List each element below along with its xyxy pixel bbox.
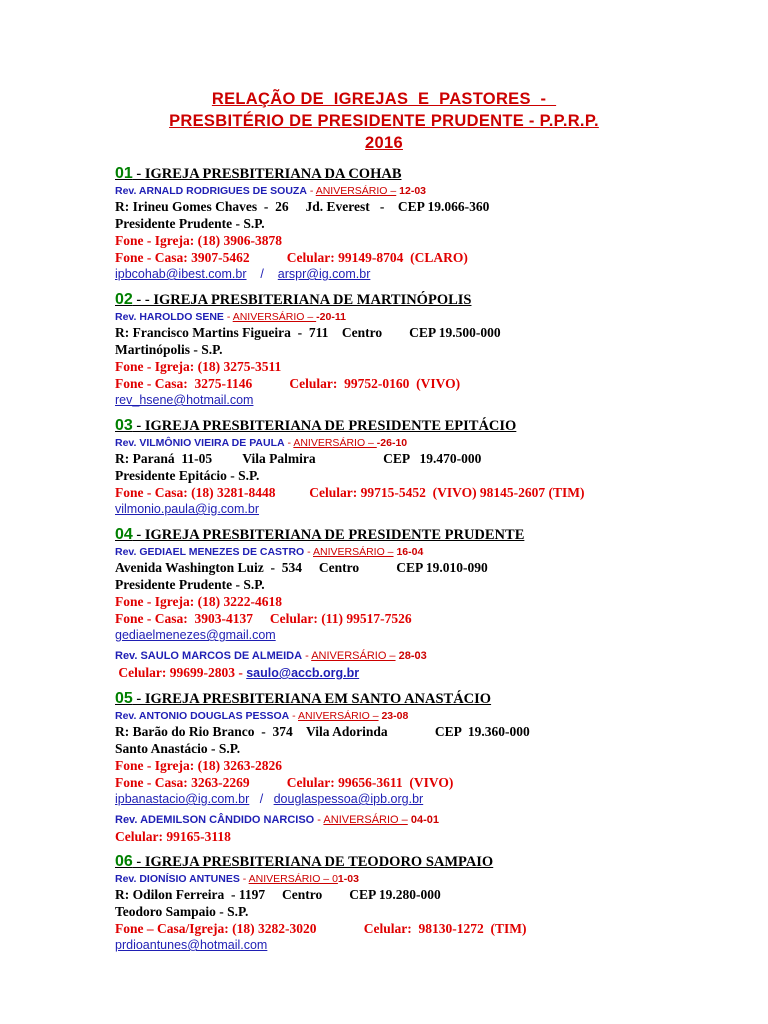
phone-mobile: Celular: 99165-3118 (115, 829, 231, 844)
pastor-name: Rev. HAROLDO SENE (115, 311, 224, 323)
email-link[interactable]: ipbcohab@ibest.com.br (115, 267, 247, 281)
city: Teodoro Sampaio - S.P. (115, 904, 249, 919)
birthday-date: 28-03 (395, 650, 427, 662)
pastor-name: Rev. VILMÔNIO VIEIRA DE PAULA (115, 437, 285, 449)
church-name: - IGREJA PRESBITERIANA DE PRESIDENTE PRUDENTE (132, 527, 525, 543)
pastor-name: Rev. DIONÍSIO ANTUNES (115, 873, 240, 885)
birthday-date: 16-04 (393, 546, 424, 558)
church-number: 03 (115, 417, 133, 434)
email-line (115, 501, 755, 518)
pastor-line: Rev. VILMÔNIO VIEIRA DE PAULA - ANIVERSÁRIO – -26-10 (115, 437, 408, 449)
phone-mobile: Celular: 99699-2803 - saulo@accb.org.br (115, 665, 360, 680)
church-name: - IGREJA PRESBITERIANA EM SANTO ANASTÁCIO (132, 691, 492, 707)
birthday-date: 1-03 (337, 873, 359, 885)
city: Martinópolis - S.P. (115, 342, 223, 357)
address: R: Paraná 11-05 Vila Palmira CEP 19.470-000 (115, 451, 482, 466)
page-title (0, 88, 768, 154)
birthday-date: -26-10 (376, 437, 408, 449)
pastor-name: Rev. GEDIAEL MENEZES DE CASTRO (115, 546, 305, 558)
email-line: ipbanastacio@ig.com.br / douglaspessoa@ipb.org.br (115, 792, 424, 806)
pastor-line: Rev. ARNALD RODRIGUES DE SOUZA - ANIVERSÁRIO – 12-03 (115, 185, 427, 197)
phone-church: Fone - Igreja: (18) 3906-3878 (115, 233, 282, 248)
address: R: Irineu Gomes Chaves - 26 Jd. Everest - CEP 19.066-360 (115, 199, 490, 214)
pastor-line: Rev. DIONÍSIO ANTUNES - ANIVERSÁRIO – 01-03 (115, 873, 359, 885)
birthday-label: ANIVERSÁRIO – (298, 710, 379, 722)
city: Presidente Prudente - S.P. (115, 577, 265, 592)
phone-church: Fone - Igreja: (18) 3263-2826 (115, 758, 282, 773)
birthday-date: 04-01 (407, 814, 439, 826)
church-number: 06 (115, 853, 133, 870)
phone-home: Fone - Casa: (18) 3281-8448 Celular: 99715-5452 (VIVO) 98145-2607 (TIM) (115, 485, 585, 500)
pastor-name: Rev. SAULO MARCOS DE ALMEIDA (115, 650, 303, 662)
birthday-label: ANIVERSÁRIO – (293, 437, 377, 449)
church-heading (115, 164, 755, 184)
birthday-label: ANIVERSÁRIO – (323, 814, 408, 826)
pastor-name: Rev. ARNALD RODRIGUES DE SOUZA (115, 185, 307, 197)
birthday-date: 23-08 (378, 710, 409, 722)
church-number: 04 (115, 526, 133, 543)
church-entry (115, 290, 755, 409)
pastor-name: Rev. ANTONIO DOUGLAS PESSOA (115, 710, 290, 722)
church-number: 05 (115, 690, 133, 707)
church-number: 01 (115, 165, 133, 182)
church-list (115, 164, 755, 961)
email-line: ipbcohab@ibest.com.br / arspr@ig.com.br (115, 267, 371, 281)
phone-home: Fone - Casa: 3263-2269 Celular: 99656-3611 (VIVO) (115, 775, 454, 790)
church-name: - IGREJA PRESBITERIANA DE TEODORO SAMPAIO (132, 854, 494, 870)
title-line-1: RELAÇÃO DE IGREJAS E PASTORES - (211, 90, 557, 108)
pastor-line: Rev. HAROLDO SENE - ANIVERSÁRIO – -20-11 (115, 311, 346, 323)
birthday-date: -20-11 (316, 311, 346, 323)
church-heading (115, 852, 755, 872)
church-number: 02 (115, 291, 133, 308)
address: R: Odilon Ferreira - 1197 Centro CEP 19.280-000 (115, 887, 441, 902)
pastor-line: Rev. ANTONIO DOUGLAS PESSOA - ANIVERSÁRIO – 23-08 (115, 710, 409, 722)
church-heading (115, 416, 755, 436)
church-heading (115, 290, 755, 310)
church-name: - IGREJA PRESBITERIANA DA COHAB (132, 166, 402, 182)
email-link[interactable]: prdioantunes@hotmail.com (115, 938, 268, 952)
pastor-line: Rev. SAULO MARCOS DE ALMEIDA - ANIVERSÁRIO – 28-03 (115, 650, 427, 662)
email-line (115, 392, 755, 409)
church-heading (115, 525, 755, 545)
church-heading (115, 689, 755, 709)
email-link[interactable]: arspr@ig.com.br (277, 267, 371, 281)
birthday-label: ANIVERSÁRIO – (232, 311, 317, 323)
phone-home: Fone - Casa: 3275-1146 Celular: 99752-0160 (VIVO) (115, 376, 461, 391)
birthday-date: 12-03 (396, 185, 427, 197)
email-link[interactable]: ipbanastacio@ig.com.br (115, 792, 250, 806)
email-line (115, 937, 755, 954)
birthday-label: ANIVERSÁRIO – (313, 546, 394, 558)
title-year: 2016 (365, 134, 403, 152)
address: R: Barão do Rio Branco - 374 Vila Adorinda CEP 19.360-000 (115, 724, 530, 739)
address: R: Francisco Martins Figueira - 711 Centro CEP 19.500-000 (115, 325, 501, 340)
church-entry (115, 416, 755, 518)
birthday-label: ANIVERSÁRIO – 0 (248, 873, 338, 885)
church-name: - IGREJA PRESBITERIANA DE PRESIDENTE EPITÁCIO (132, 418, 517, 434)
birthday-label: ANIVERSÁRIO – (315, 185, 397, 197)
title-line-2: PRESBITÉRIO DE PRESIDENTE PRUDENTE - P.P.R.P. (169, 112, 599, 130)
city: Presidente Epitácio - S.P. (115, 468, 260, 483)
church-entry (115, 852, 755, 954)
pastor-line: Rev. ADEMILSON CÂNDIDO NARCISO - ANIVERSÁRIO – 04-01 (115, 814, 439, 826)
phone-home: Fone - Casa: 3903-4137 Celular: (11) 99517-7526 (115, 611, 412, 626)
city: Presidente Prudente - S.P. (115, 216, 265, 231)
pastor-name: Rev. ADEMILSON CÂNDIDO NARCISO (115, 814, 315, 826)
phone-home: Fone – Casa/Igreja: (18) 3282-3020 Celular: 98130-1272 (TIM) (115, 921, 527, 936)
phone-church: Fone - Igreja: (18) 3275-3511 (115, 359, 282, 374)
pastor-line: Rev. GEDIAEL MENEZES DE CASTRO - ANIVERSÁRIO – 16-04 (115, 546, 424, 558)
address: Avenida Washington Luiz - 534 Centro CEP 19.010-090 (115, 560, 488, 575)
email-link[interactable]: saulo@accb.org.br (246, 666, 360, 680)
phone-home: Fone - Casa: 3907-5462 Celular: 99149-8704 (CLARO) (115, 250, 468, 265)
email-line (115, 627, 755, 644)
city: Santo Anastácio - S.P. (115, 741, 241, 756)
email-link[interactable]: vilmonio.paula@ig.com.br (115, 502, 260, 516)
church-entry (115, 689, 755, 845)
church-name: - - IGREJA PRESBITERIANA DE MARTINÓPOLIS (132, 292, 472, 308)
birthday-label: ANIVERSÁRIO – (311, 650, 396, 662)
phone-church: Fone - Igreja: (18) 3222-4618 (115, 594, 282, 609)
church-entry (115, 525, 755, 682)
email-link[interactable]: gediaelmenezes@gmail.com (115, 628, 276, 642)
email-link[interactable]: douglaspessoa@ipb.org.br (273, 792, 424, 806)
email-link[interactable]: rev_hsene@hotmail.com (115, 393, 254, 407)
church-entry (115, 164, 755, 283)
